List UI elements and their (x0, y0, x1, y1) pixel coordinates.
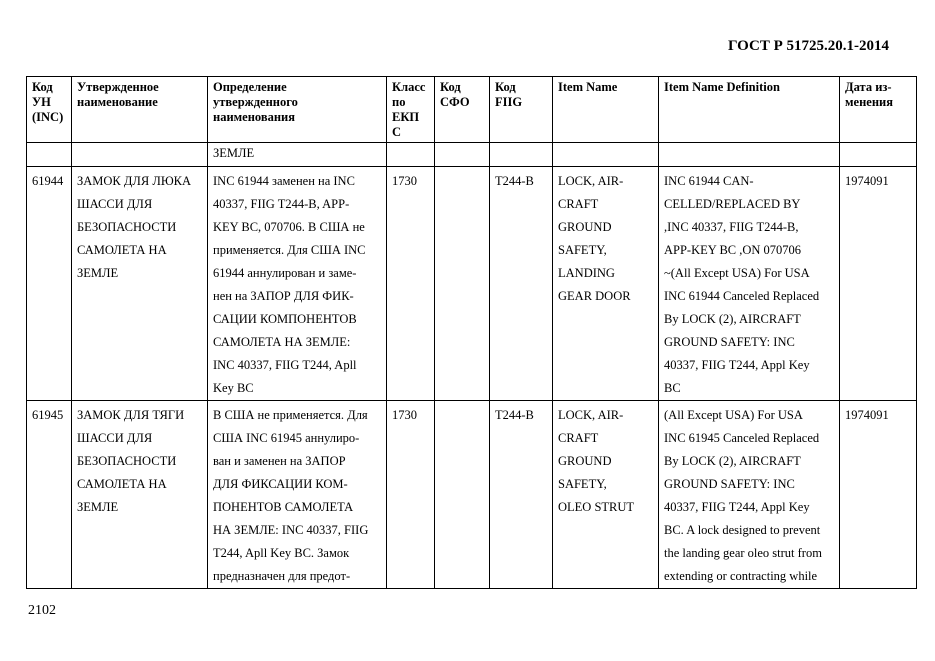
approved-name-cell (72, 401, 208, 589)
inc-code-cell: 61944 (27, 167, 72, 401)
header-text-line: наименование (77, 95, 158, 109)
change-date-cell: 1974091 (840, 167, 917, 401)
table-row (27, 401, 917, 589)
definition-cell-line: INC 40337, FIIG T244, Apll (213, 358, 357, 372)
specification-table (26, 76, 917, 589)
approved-name-cell-line: БЕЗОПАСНОСТИ (77, 220, 177, 234)
sfo-cell (435, 167, 490, 401)
item-definition-cell-line: ~(All Except USA) For USA (664, 266, 810, 280)
table-row (27, 167, 917, 401)
approved-name-cell-line: ЗЕМЛЕ (77, 266, 119, 280)
fiig-cell: T244-B (490, 167, 553, 401)
sfo-cell (435, 401, 490, 589)
table-header-row (27, 77, 917, 143)
header-text-line: УН (32, 95, 51, 109)
approved-name-cell-line: ШАССИ ДЛЯ (77, 431, 153, 445)
class-cell: 1730 (387, 401, 435, 589)
item-definition-cell-line: ,INC 40337, FIIG T244-B, (664, 220, 799, 234)
item-name-cell-line: CRAFT (558, 431, 599, 445)
header-text-line: Код (495, 80, 516, 94)
item-definition-cell-line: BC. A lock designed to prevent (664, 523, 821, 537)
definition-cell-line: ван и заменен на ЗАПОР (213, 454, 346, 468)
header-text-line: (INC) (32, 110, 64, 124)
definition-cell-line: ПОНЕНТОВ САМОЛЕТА (213, 500, 354, 514)
item-name-cell-line: GROUND (558, 220, 612, 234)
item-name-cell (553, 167, 659, 401)
approved-name-cell-line: ШАССИ ДЛЯ (77, 197, 153, 211)
item-definition-cell-line: the landing gear oleo strut from (664, 546, 822, 560)
approved-name-cell-line: ЗЕМЛЕ (77, 500, 119, 514)
header-text-line: Item Name Definition (664, 80, 780, 94)
definition-cell-line: ДЛЯ ФИКСАЦИИ КОМ- (213, 477, 348, 491)
item-definition-cell (659, 401, 840, 589)
item-name-cell-line: LOCK, AIR- (558, 174, 624, 188)
item-name-cell-line: GROUND (558, 454, 612, 468)
column-header-item-name (553, 77, 659, 143)
header-text-line: Дата из- (845, 80, 892, 94)
item-definition-cell-line: By LOCK (2), AIRCRAFT (664, 312, 801, 326)
item-definition-cell-line: INC 61945 Canceled Replaced (664, 431, 820, 445)
item-definition-cell-line: INC 61944 CAN- (664, 174, 754, 188)
header-text-line: утвержденного (213, 95, 298, 109)
item-name-cell-line: LOCK, AIR- (558, 408, 624, 422)
class-cell: 1730 (387, 167, 435, 401)
inc-code-cell: 61945 (27, 401, 72, 589)
header-text-line: наименования (213, 110, 296, 124)
header-text-line: Код (440, 80, 461, 94)
header-text-line: Утвержденное (77, 80, 159, 94)
item-definition-cell-line: (All Except USA) For USA (664, 408, 803, 422)
approved-name-cell (72, 167, 208, 401)
item-definition-cell (659, 167, 840, 401)
column-header-class (387, 77, 435, 143)
document-standard-number: ГОСТ Р 51725.20.1-2014 (727, 38, 889, 54)
column-header-approved-name (72, 77, 208, 143)
column-header-sfo (435, 77, 490, 143)
column-header-definition (208, 77, 387, 143)
definition-cell-line: В США не применяется. Для (213, 408, 368, 422)
definition-cell-line: Key BC (213, 381, 254, 395)
item-name-cell-line: CRAFT (558, 197, 599, 211)
definition-cell-line: применяется. Для США INC (213, 243, 366, 257)
definition-cell-line: САМОЛЕТА НА ЗЕМЛЕ: (213, 335, 351, 349)
definition-cell-line: США INC 61945 аннулиро- (213, 431, 360, 445)
header-text-line: Класс (392, 80, 426, 94)
item-definition-cell-line: GROUND SAFETY: INC (664, 335, 795, 349)
definition-cell-line: нен на ЗАПОР ДЛЯ ФИК- (213, 289, 354, 303)
definition-cell-line: предназначен для предот- (213, 569, 351, 583)
item-definition-cell-line: CELLED/REPLACED BY (664, 197, 801, 211)
definition-cell-line: САЦИИ КОМПОНЕНТОВ (213, 312, 357, 326)
item-definition-cell-line: 40337, FIIG T244, Appl Key (664, 500, 810, 514)
fiig-cell: T244-B (490, 401, 553, 589)
item-definition-cell-line: By LOCK (2), AIRCRAFT (664, 454, 801, 468)
column-header-fiig (490, 77, 553, 143)
column-header-item-definition (659, 77, 840, 143)
definition-cell-line: НА ЗЕМЛЕ: INC 40337, FIIG (213, 523, 369, 537)
header-text-line: ЕКП (392, 110, 420, 124)
approved-name-cell-line: ЗАМОК ДЛЯ ТЯГИ (77, 408, 185, 422)
change-date-cell: 1974091 (840, 401, 917, 589)
item-definition-cell-line: INC 61944 Canceled Replaced (664, 289, 820, 303)
header-text-line: Код (32, 80, 53, 94)
definition-cell-line: 61944 аннулирован и заме- (213, 266, 357, 280)
column-header-inc (27, 77, 72, 143)
item-definition-cell-line: GROUND SAFETY: INC (664, 477, 795, 491)
definition-cell (208, 167, 387, 401)
header-text-line: С (392, 125, 402, 139)
continuation-row (27, 143, 917, 167)
approved-name-cell-line: САМОЛЕТА НА (77, 243, 167, 257)
approved-name-cell-line: САМОЛЕТА НА (77, 477, 167, 491)
header-text-line: менения (845, 95, 893, 109)
definition-cell-line: KEY BC, 070706. В США не (213, 220, 365, 234)
definition-cell-line: T244, Apll Key BC. Замок (213, 546, 350, 560)
item-definition-cell-line: BC (664, 381, 681, 395)
item-name-cell-line: LANDING (558, 266, 615, 280)
item-name-cell-line: SAFETY, (558, 243, 607, 257)
item-name-cell-line: OLEO STRUT (558, 500, 635, 514)
item-definition-cell-line: APP-KEY BC ,ON 070706 (664, 243, 802, 257)
definition-cell (208, 401, 387, 589)
column-header-change-date (840, 77, 917, 143)
header-text-line: по (392, 95, 406, 109)
item-definition-cell-line: extending or contracting while (664, 569, 818, 583)
item-name-cell (553, 401, 659, 589)
definition-cell-line: 40337, FIIG T244-B, APP- (213, 197, 350, 211)
header-text-line: СФО (440, 95, 470, 109)
item-name-cell-line: GEAR DOOR (558, 289, 631, 303)
item-name-cell-line: SAFETY, (558, 477, 607, 491)
definition-cell-line: INC 61944 заменен на INC (213, 174, 355, 188)
header-text-line: Item Name (558, 80, 618, 94)
approved-name-cell-line: БЕЗОПАСНОСТИ (77, 454, 177, 468)
item-definition-cell-line: 40337, FIIG T244, Appl Key (664, 358, 810, 372)
header-text-line: FIIG (495, 95, 523, 109)
header-text-line: Определение (213, 80, 287, 94)
approved-name-cell-line: ЗАМОК ДЛЯ ЛЮКА (77, 174, 192, 188)
continuation-definition: ЗЕМЛЕ (208, 143, 387, 167)
page-number: 2102 (28, 603, 56, 618)
